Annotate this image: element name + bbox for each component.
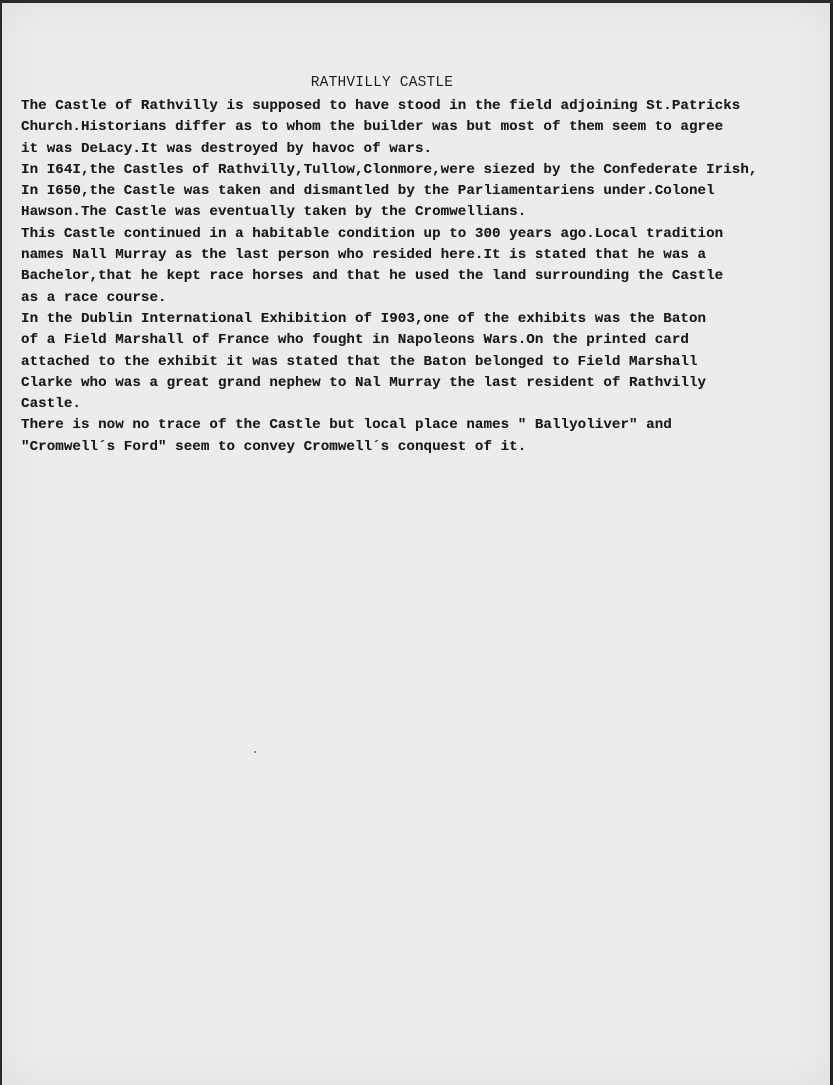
document-body [21, 96, 821, 458]
text-line-6: Hawson.The Castle was eventually taken by the Cromwellians. [21, 204, 527, 221]
text-line-13: attached to the exhibit it was stated that the Baton belonged to Field Marshall [21, 353, 698, 370]
text-line-1: The Castle of Rathvilly is supposed to have stood in the field adjoining St.Patricks [21, 98, 741, 114]
text-line-9: Bachelor,that he kept race horses and that he used the land surrounding the Castle [21, 268, 724, 285]
text-line-8: names Nall Murray as the last person who resided here.It is stated that he was a [21, 247, 707, 264]
text-line-3: it was DeLacy.It was destroyed by havoc of wars. [21, 140, 433, 157]
text-line-4: In I64I,the Castles of Rathvilly,Tullow,Clonmore,were siezed by the Confederate Irish, [21, 161, 758, 178]
text-line-5: In I650,the Castle was taken and dismantled by the Parliamentariens under.Colonel [21, 183, 715, 200]
document-page [2, 3, 830, 1085]
paper-speck [254, 751, 256, 753]
text-line-7: This Castle continued in a habitable condition up to 300 years ago.Local tradition [21, 225, 724, 242]
text-line-11: In the Dublin International Exhibition of I903,one of the exhibits was the Baton [21, 310, 707, 327]
text-line-16: There is now no trace of the Castle but local place names " Ballyoliver" and [21, 417, 672, 434]
text-line-17: "Cromwell´s Ford" seem to convey Cromwell´s conquest of it. [21, 438, 527, 455]
text-line-12: of a Field Marshall of France who fought in Napoleons Wars.On the printed card [21, 332, 689, 349]
text-line-15: Castle. [21, 396, 81, 413]
text-line-2: Church.Historians differ as to whom the builder was but most of them seem to agree [21, 119, 724, 136]
text-line-10: as a race course. [21, 289, 167, 306]
text-line-14: Clarke who was a great grand nephew to Nal Murray the last resident of Rathvilly [21, 374, 707, 391]
page-title: RATHVILLY CASTLE [310, 75, 454, 91]
